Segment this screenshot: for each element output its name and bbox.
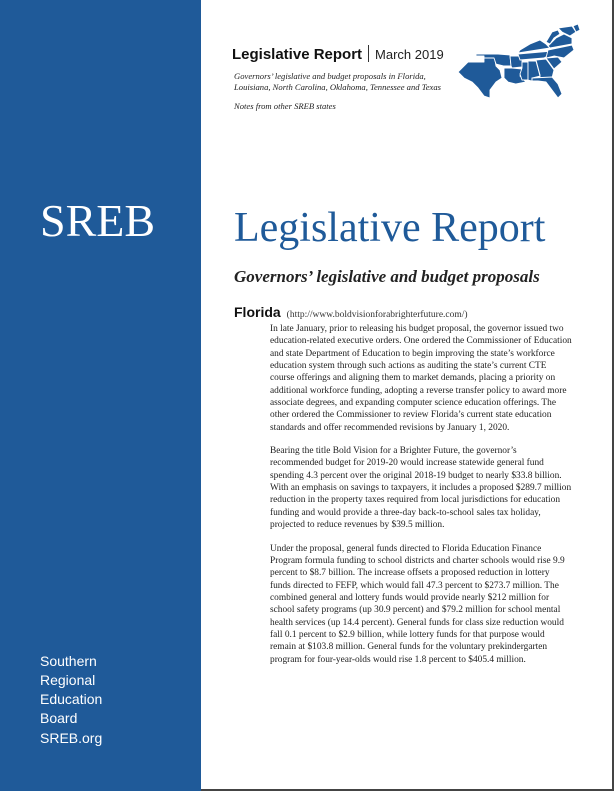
sreb-states-map-icon — [454, 18, 586, 100]
map-state-shape — [532, 77, 562, 98]
organization-name — [40, 652, 102, 728]
main-content — [201, 0, 612, 789]
paragraph: Under the proposal, general funds directed to Florida Education Finance Program formula funding to school districts and charter schools would rise 9.9 percent to $8.7 billion. The increase offsets a proposed reduction in lottery funds directed to FEFP, which would fall 47.3 percent to $273.7 million. The combined general and lottery funds would provide nearly $212 million for school safety programs (up 30.9 percent) and $79.2 million for school mental health services (up 14.4 percent). General funds for class size reduction would fall 0.1 percent to $2.9 billion, while lottery funds for that purpose would remain at $103.8 million. General funds for the voluntary prekindergarten program for four-year-olds would rise 1.8 percent to $405.4 million. — [270, 543, 565, 665]
state-url-link[interactable]: (http://www.boldvisionforabrighterfuture.com/) — [286, 310, 468, 320]
header-subtitle: Governors’ legislative and budget proposals in Florida, Louisiana, North Carolina, Oklahoma, Tennessee and Texas — [234, 71, 441, 92]
org-line: Board — [40, 710, 78, 726]
state-heading — [234, 304, 468, 322]
sreb-logo: SREB — [40, 195, 156, 246]
header-title: Legislative Report — [232, 46, 363, 63]
header-divider — [368, 45, 369, 62]
page-subtitle: Governors’ legislative and budget proposals — [234, 267, 540, 286]
paragraph: In late January, prior to releasing his budget proposal, the governor issued two education-related executive orders. One ordered the Commissioner of Education and state Department of Education to begin improving the state’s workforce education system through such actions as auditing the state’s current CTE course offerings and aligning them to market demands, placing a priority on additional workforce funding, adopting a reverse transfer policy to award more associate degrees, and expanding computer science education offerings. The other ordered the Commissioner to review Florida’s current state education standards and offer recommended revisions by January 1, 2020. — [270, 324, 572, 433]
header-notes: Notes from other SREB states — [234, 101, 336, 111]
page-title: Legislative Report — [234, 205, 546, 251]
report-header — [232, 45, 444, 64]
org-url[interactable]: SREB.org — [40, 730, 103, 746]
org-line: Education — [40, 691, 103, 707]
header-date: March 2019 — [375, 47, 444, 62]
state-name: Florida — [234, 304, 281, 320]
map-state-shape — [518, 40, 550, 53]
org-line: Regional — [40, 672, 96, 688]
org-line: Southern — [40, 653, 97, 669]
sidebar — [0, 0, 201, 791]
article-body — [270, 323, 572, 677]
paragraph: Bearing the title Bold Vision for a Brighter Future, the governor’s recommended budget for 2019-20 would increase statewide general fund spending 4.3 percent over the original 2018-19 budget to nearly $33.8 billion. With an emphasis on savings to taxpayers, it includes a proposed $289.7 million reduction in the property taxes required from local jurisdictions for education funding and would provide a three-day back-to-school sales tax holiday, projected to reduce revenues by $39.5 million. — [270, 446, 572, 531]
